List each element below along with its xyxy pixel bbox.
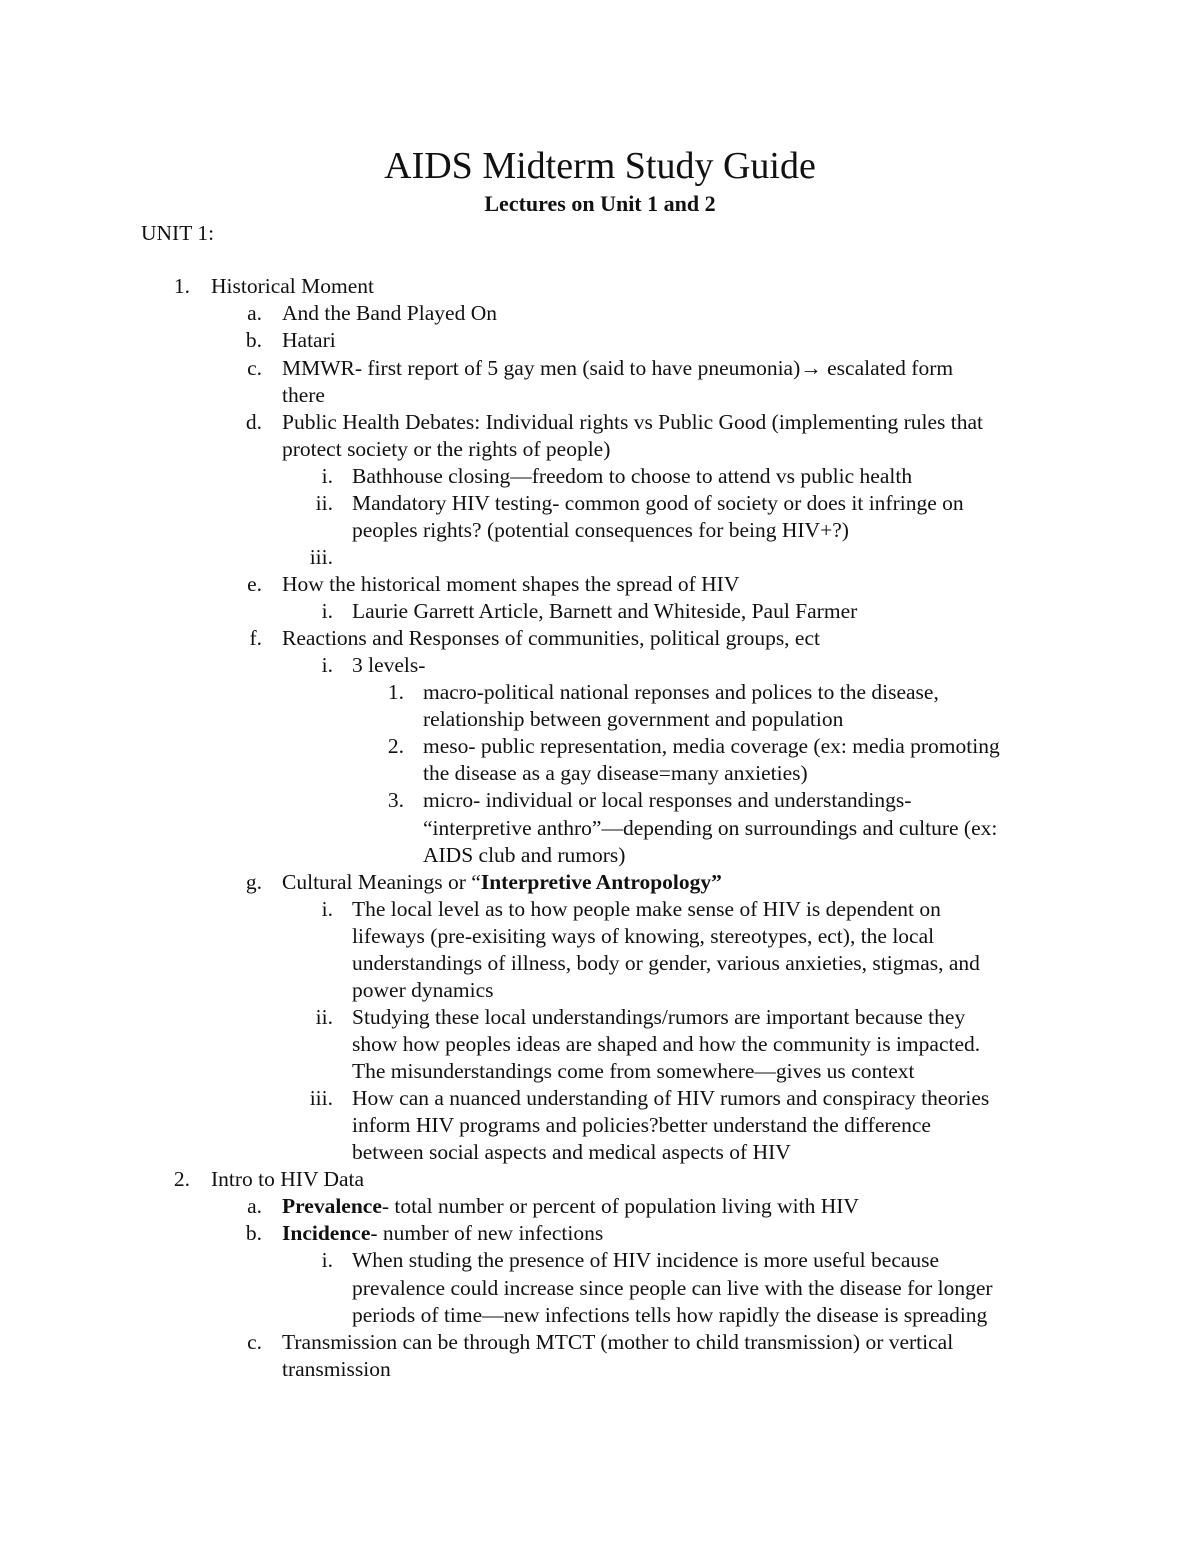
list-item: The local level as to how people make sense of HIV is dependent on <box>352 897 941 921</box>
bold-term: Interpretive Antropology <box>480 870 712 894</box>
list-item-continuation: AIDS club and rumors) <box>423 843 626 867</box>
list-marker: i. <box>321 599 333 623</box>
unit-heading: UNIT 1: <box>141 221 215 245</box>
list-item: meso- public representation, media coverage (ex: media promoting <box>423 734 1000 758</box>
list-item <box>282 1193 859 1220</box>
list-item-continuation: understandings of illness, body or gender, various anxieties, stigmas, and <box>352 951 980 975</box>
bold-term: Prevalence <box>282 1194 382 1218</box>
list-item-text: Cultural Meanings or “ <box>282 870 481 894</box>
list-marker: ii. <box>315 491 333 515</box>
list-item: macro-political national reponses and polices to the disease, <box>423 680 939 704</box>
list-item <box>282 1220 603 1247</box>
list-item-continuation: protect society or the rights of people) <box>282 437 611 461</box>
list-item-continuation: transmission <box>282 1357 391 1381</box>
bold-term: Incidence <box>282 1221 371 1245</box>
list-item: Transmission can be through MTCT (mother to child transmission) or vertical <box>282 1330 954 1354</box>
list-marker: c. <box>247 356 262 380</box>
list-marker: iii. <box>309 1086 333 1110</box>
list-marker: b. <box>245 328 262 352</box>
list-item-continuation: lifeways (pre-exisiting ways of knowing, stereotypes, ect), the local <box>352 924 935 948</box>
list-item-continuation: prevalence could increase since people can live with the disease for longer <box>352 1276 993 1300</box>
list-item-continuation: between social aspects and medical aspects of HIV <box>352 1140 791 1164</box>
list-item: And the Band Played On <box>282 301 497 325</box>
list-item: Hatari <box>282 328 336 352</box>
list-item: Studying these local understandings/rumors are important because they <box>352 1005 966 1029</box>
list-marker: e. <box>247 572 262 596</box>
list-item: Mandatory HIV testing- common good of society or does it infringe on <box>352 491 964 515</box>
list-marker: i. <box>321 897 333 921</box>
list-item-text: - number of new infections <box>370 1221 604 1245</box>
document-title: AIDS Midterm Study Guide <box>384 145 816 187</box>
list-marker: i. <box>321 1248 333 1272</box>
list-marker: b. <box>245 1221 262 1245</box>
list-item: micro- individual or local responses and understandings- <box>423 788 912 812</box>
list-item: How can a nuanced understanding of HIV rumors and conspiracy theories <box>352 1086 990 1110</box>
list-item-text: - total number or percent of population living with HIV <box>381 1194 859 1218</box>
list-marker: ii. <box>315 1005 333 1029</box>
list-item: Reactions and Responses of communities, political groups, ect <box>282 626 820 650</box>
list-item: How the historical moment shapes the spread of HIV <box>282 572 740 596</box>
list-marker: iii. <box>309 545 333 569</box>
list-item-continuation: show how peoples ideas are shaped and how the community is impacted. <box>352 1032 981 1056</box>
list-item-continuation: the disease as a gay disease=many anxieties) <box>423 761 808 785</box>
list-item-text: ” <box>711 870 722 894</box>
list-marker: 1. <box>387 680 404 704</box>
list-marker: 3. <box>387 788 404 812</box>
list-item-text: escalated form <box>821 356 954 380</box>
list-item-continuation: periods of time—new infections tells how rapidly the disease is spreading <box>352 1303 988 1327</box>
list-item-continuation: “interpretive anthro”—depending on surroundings and culture (ex: <box>423 816 998 840</box>
list-marker: i. <box>321 464 333 488</box>
list-item-continuation: The misunderstandings come from somewhere—gives us context <box>352 1059 915 1083</box>
list-marker: 2. <box>173 1167 190 1191</box>
list-marker: a. <box>247 1194 262 1218</box>
list-marker: f. <box>249 626 262 650</box>
list-item: Historical Moment <box>211 274 375 298</box>
list-marker: c. <box>247 1330 262 1354</box>
list-item-continuation: peoples rights? (potential consequences for being HIV+?) <box>352 518 849 542</box>
list-item-continuation: inform HIV programs and policies?better understand the difference <box>352 1113 931 1137</box>
list-item: Public Health Debates: Individual rights vs Public Good (implementing rules that <box>282 410 984 434</box>
list-marker: 1. <box>173 274 190 298</box>
list-marker: d. <box>245 410 262 434</box>
list-marker: i. <box>321 653 333 677</box>
arrow-icon: → <box>800 356 822 380</box>
list-item <box>282 355 953 382</box>
document-subtitle: Lectures on Unit 1 and 2 <box>484 191 716 216</box>
list-marker: g. <box>245 870 262 894</box>
list-item: When studing the presence of HIV incidence is more useful because <box>352 1248 940 1272</box>
list-item: Intro to HIV Data <box>211 1167 365 1191</box>
list-item <box>282 869 722 896</box>
list-item-continuation: there <box>282 383 325 407</box>
list-item-continuation: power dynamics <box>352 978 494 1002</box>
list-marker: a. <box>247 301 262 325</box>
list-item: 3 levels- <box>352 653 426 677</box>
list-item: Bathhouse closing—freedom to choose to attend vs public health <box>352 464 913 488</box>
list-item: Laurie Garrett Article, Barnett and Whiteside, Paul Farmer <box>352 599 858 623</box>
list-marker: 2. <box>387 734 404 758</box>
list-item-continuation: relationship between government and population <box>423 707 844 731</box>
list-item-text: MMWR- first report of 5 gay men (said to have pneumonia) <box>282 356 801 380</box>
